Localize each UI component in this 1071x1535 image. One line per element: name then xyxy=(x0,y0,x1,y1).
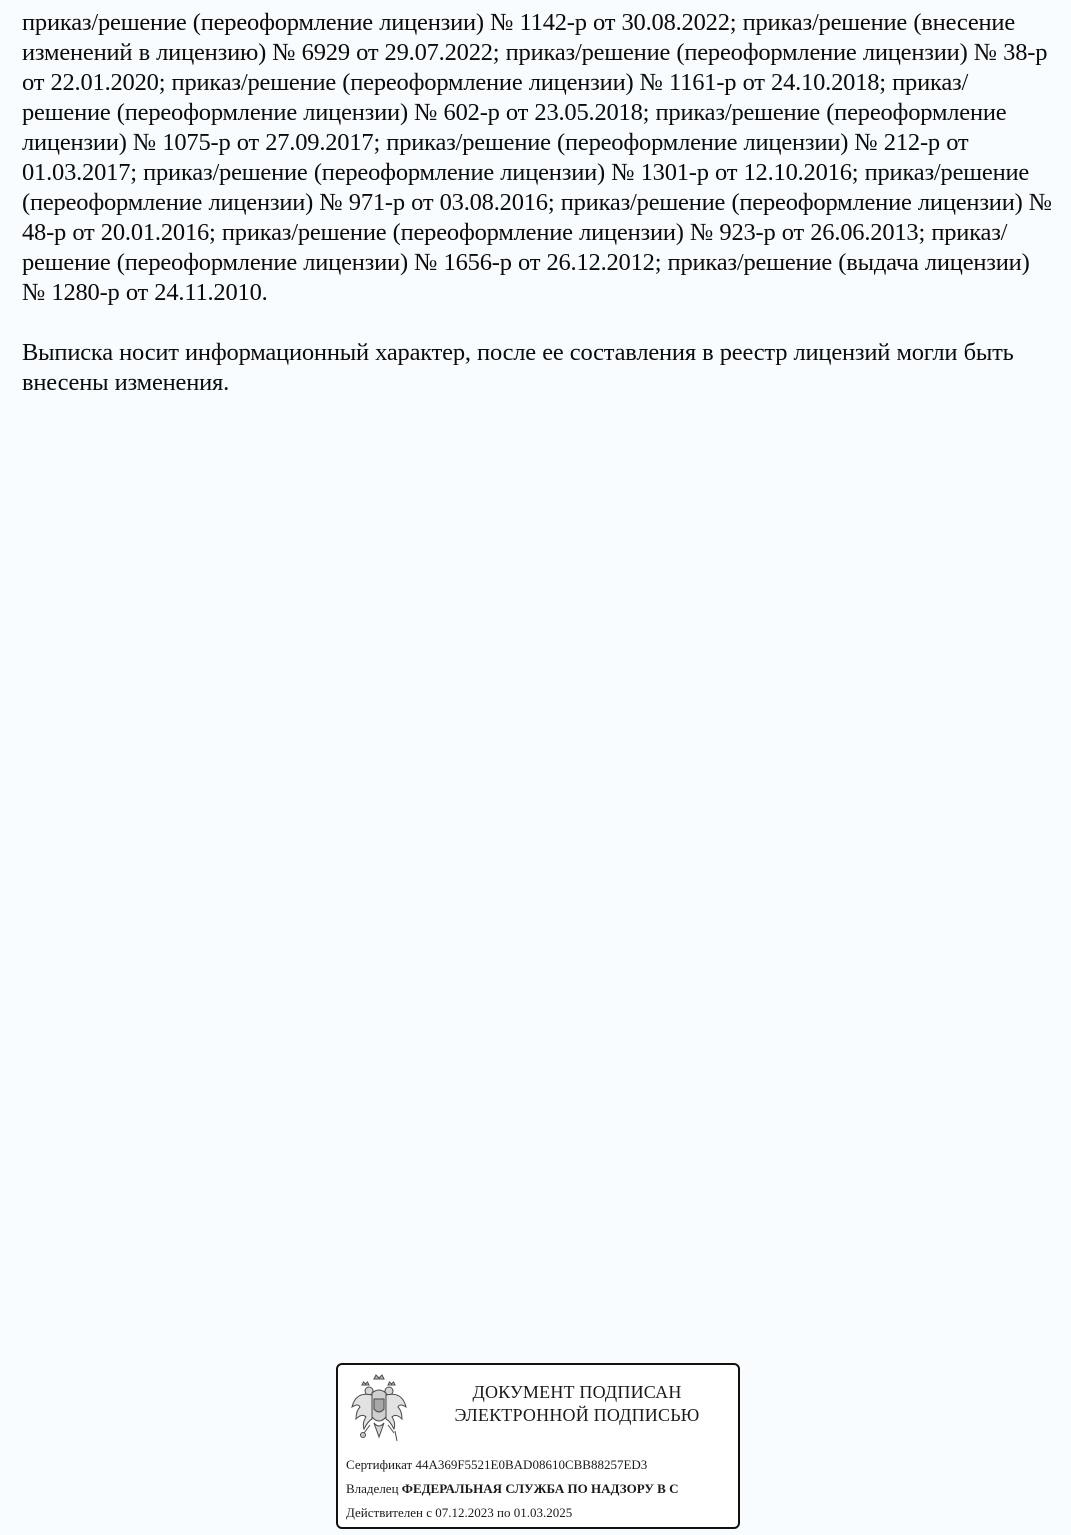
stamp-title-line-1: ДОКУМЕНТ ПОДПИСАН xyxy=(472,1382,682,1402)
validity-line: Действителен с 07.12.2023 по 01.03.2025 xyxy=(346,1505,573,1520)
stamp-title xyxy=(422,1381,732,1427)
electronic-signature-stamp xyxy=(336,1363,740,1529)
owner-label: Владелец xyxy=(346,1481,399,1496)
stamp-title-line-2: ЭЛЕКТРОННОЙ ПОДПИСЬЮ xyxy=(454,1405,700,1425)
owner-value: ФЕДЕРАЛЬНАЯ СЛУЖБА ПО НАДЗОРУ В С xyxy=(401,1481,679,1496)
certificate-line xyxy=(346,1457,647,1473)
disclaimer-paragraph: Выписка носит информационный характер, после ее составления в реестр лицензий могли быть внесены изменения. xyxy=(22,339,1014,396)
certificate-label: Сертификат xyxy=(346,1457,413,1472)
document-body xyxy=(22,8,1052,398)
certificate-value: 44A369F5521E0BAD08610CBB88257ED3 xyxy=(415,1457,648,1472)
owner-line xyxy=(346,1481,678,1497)
license-orders-paragraph: приказ/решение (переоформление лицензии) № 1142-р от 30.08.2022; приказ/решение (внесение изменений в лицензию) № 6929 от 29.07.2022; приказ/решение (переоформление лицензии) № 38-р от 22.01.2020; приказ/решение (переоформление лицензии) № 1161-р от 24.10.2018; приказ/решение (переоформление лицензии) № 602-р от 23.05.2018; приказ/решение (переоформление лицензии) № 1075-р от 27.09.2017; приказ/решение (переоформление лицензии) № 212-р от 01.03.2017; приказ/решение (переоформление лицензии) № 1301-р от 12.10.2016; приказ/решение (переоформление лицензии) № 971-р от 03.08.2016; приказ/решение (переоформление лицензии) № 48-р от 20.01.2016; приказ/решение (переоформление лицензии) № 923-р от 26.06.2013; приказ/решение (переоформление лицензии) № 1656-р от 26.12.2012; приказ/решение (выдача лицензии) № 1280-р от 24.11.2010. xyxy=(22,9,1052,306)
coat-of-arms-icon xyxy=(348,1373,410,1449)
